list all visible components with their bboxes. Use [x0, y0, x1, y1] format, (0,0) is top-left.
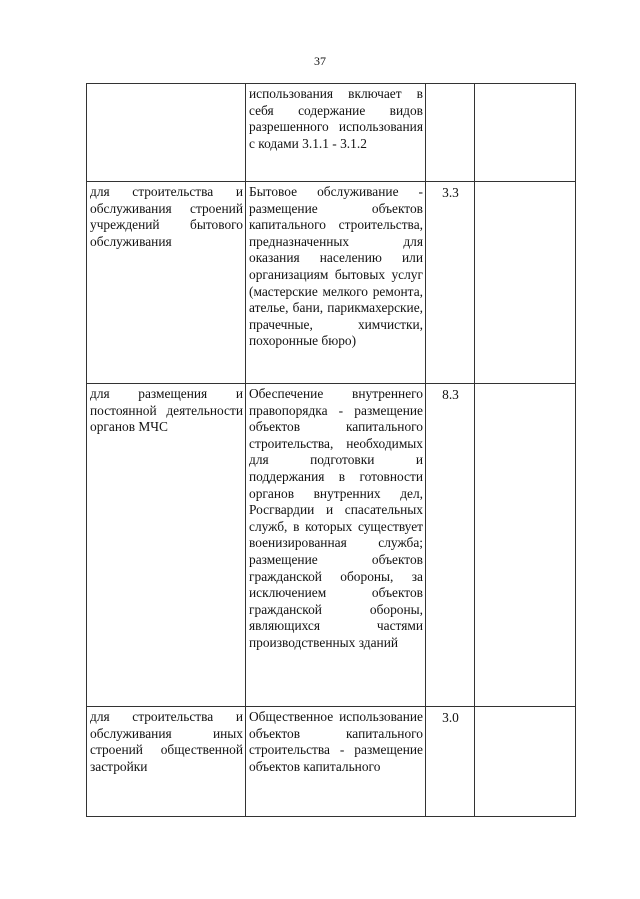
- code-cell: 8.3: [426, 384, 475, 707]
- purpose-cell: [87, 84, 246, 182]
- land-use-table: [86, 83, 576, 817]
- purpose-cell: для строительства и обслуживания строений учреждений бытового обслуживания: [87, 182, 246, 384]
- page-number: 37: [314, 54, 326, 68]
- extra-cell: [475, 182, 576, 384]
- code-cell: [426, 84, 475, 182]
- code-cell: 3.3: [426, 182, 475, 384]
- table-row: [87, 384, 576, 707]
- extra-cell: [475, 707, 576, 817]
- table-row: [87, 84, 576, 182]
- purpose-cell: для размещения и постоянной деятельности органов МЧС: [87, 384, 246, 707]
- code-cell: 3.0: [426, 707, 475, 817]
- table-row: [87, 182, 576, 384]
- description-cell: использования включает в себя содержание видов разрешенного использования с кодами 3.1.1 - 3.1.2: [246, 84, 426, 182]
- table-row: [87, 707, 576, 817]
- description-cell: Общественное использование объектов капитального строительства - размещение объектов капитального: [246, 707, 426, 817]
- purpose-cell: для строительства и обслуживания иных строений общественной застройки: [87, 707, 246, 817]
- description-cell: Обеспечение внутреннего правопорядка - размещение объектов капитального строительства, необходимых для подготовки и поддержания в готовности органов внутренних дел, Росгвардии и спасательных служб, в которых существует военизированная служба; размещение объектов гражданской обороны, за исключением объектов гражданской обороны, являющихся частями производственных зданий: [246, 384, 426, 707]
- description-cell: Бытовое обслуживание - размещение объектов капитального строительства, предназначенных для оказания населению или организациям бытовых услуг (мастерские мелкого ремонта, ателье, бани, парикмахерские, прачечные, химчистки, похоронные бюро): [246, 182, 426, 384]
- extra-cell: [475, 384, 576, 707]
- extra-cell: [475, 84, 576, 182]
